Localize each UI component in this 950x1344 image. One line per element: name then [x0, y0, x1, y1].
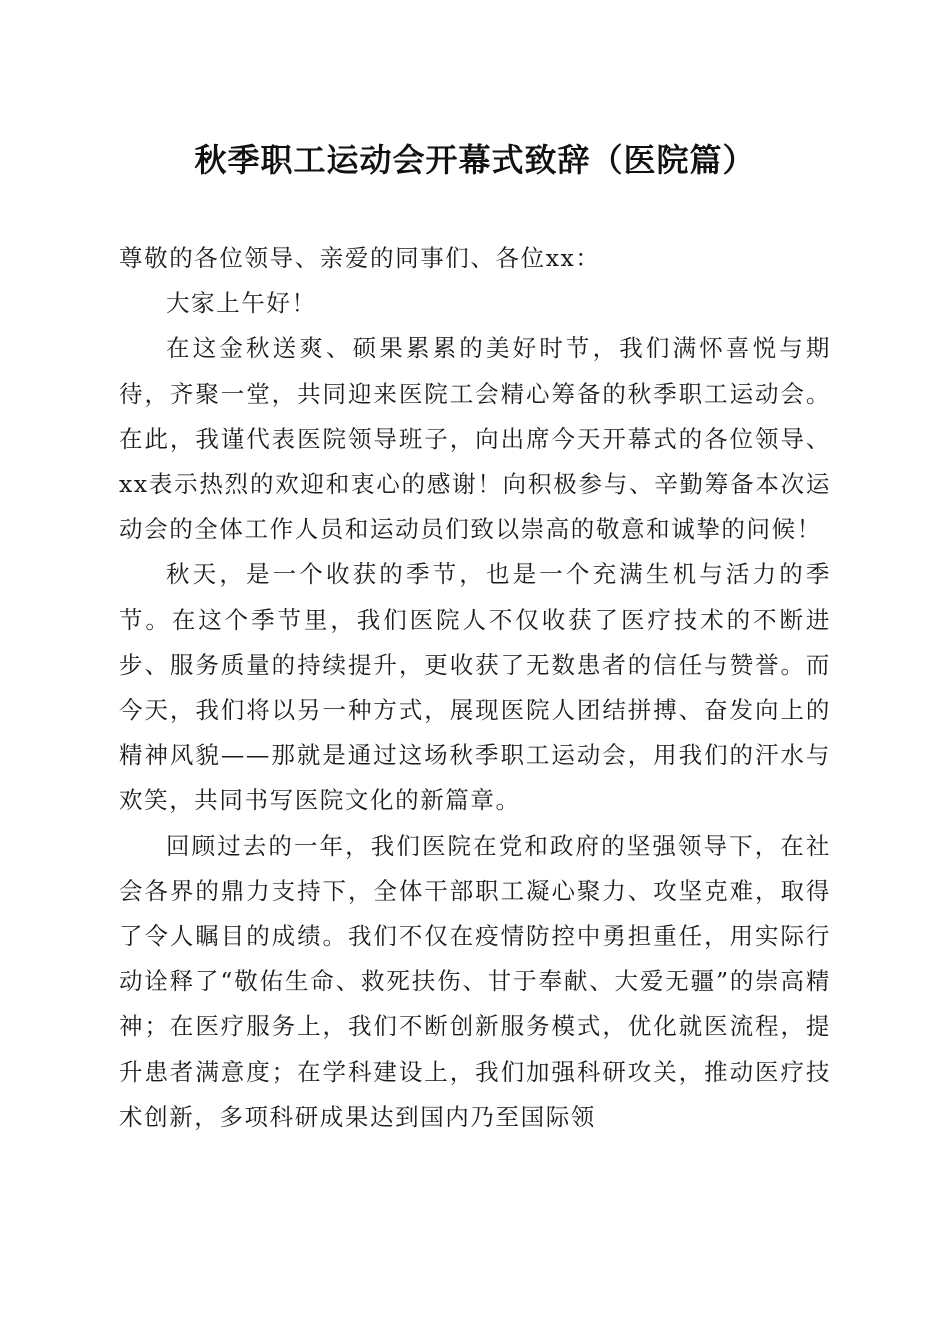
paragraph-review: 回顾过去的一年，我们医院在党和政府的坚强领导下，在社会各界的鼎力支持下，全体干部职工凝心聚力、攻坚克难，取得了令人瞩目的成绩。我们不仅在疫情防控中勇担重任，用实际行动诠释了“敬佑生命、救死扶伤、甘于奉献、大爱无疆”的崇高精神；在医疗服务上，我们不断创新服务模式，优化就医流程，提升患者满意度；在学科建设上，我们加强科研攻关，推动医疗技术创新，多项科研成果达到国内乃至国际领 [119, 831, 831, 1131]
paragraph-greeting: 大家上午好！ [166, 289, 317, 318]
salutation: 尊敬的各位领导、亲爱的同事们、各位xx： [119, 244, 601, 272]
paragraph-welcome: 在这金秋送爽、硕果累累的美好时节，我们满怀喜悦与期待，齐聚一堂，共同迎来医院工会精心筹备的秋季职工运动会。在此，我谨代表医院领导班子，向出席今天开幕式的各位领导、xx表示热烈的欢迎和衷心的感谢！向积极参与、辛勤筹备本次运动会的全体工作人员和运动员们致以崇高的敬意和诚挚的问候！ [119, 334, 831, 544]
document-title: 秋季职工运动会开幕式致辞（医院篇） [194, 141, 756, 179]
paragraph-autumn: 秋天，是一个收获的季节，也是一个充满生机与活力的季节。在这个季节里，我们医院人不仅收获了医疗技术的不断进步、服务质量的持续提升，更收获了无数患者的信任与赞誉。而今天，我们将以另一种方式，展现医院人团结拼搏、奋发向上的精神风貌——那就是通过这场秋季职工运动会，用我们的汗水与欢笑，共同书写医院文化的新篇章。 [119, 560, 831, 815]
document-body [119, 236, 831, 1140]
